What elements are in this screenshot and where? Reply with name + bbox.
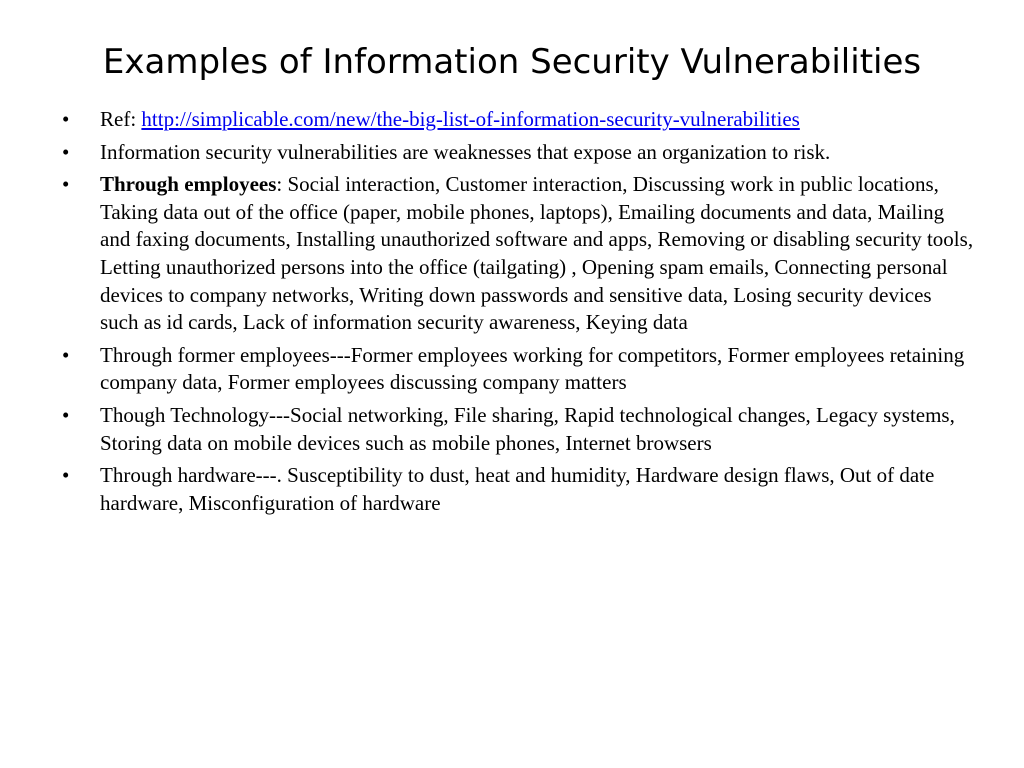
bullet-icon: •: [62, 463, 70, 488]
bullet-icon: •: [62, 342, 70, 367]
bullet-icon: •: [62, 402, 70, 427]
bullet-employees: [62, 171, 974, 337]
bullet-text: : Social interaction, Customer interaction, Discussing work in public locations, Taking data out of the office (paper, mobile phones, laptops), Emailing documents and data, Mailing and faxing documents, Installing unauthorized software and apps, Removing or disabling security tools, Letting unauthorized persons into the office (tailgating) , Opening spam emails, Connecting personal devices to company networks, Writing down passwords and sensitive data, Losing security devices such as id cards, Lack of information security awareness, Keying data: [100, 172, 974, 335]
slide-title: Examples of Information Security Vulnerabilities: [102, 42, 922, 82]
bullet-icon: •: [62, 172, 70, 197]
bullet-definition: [62, 139, 974, 167]
bullet-list: [62, 106, 974, 522]
bullet-text: Information security vulnerabilities are weaknesses that expose an organization to risk.: [100, 139, 831, 164]
bullet-former-employees: [62, 342, 974, 397]
reference-label: Ref:: [100, 107, 142, 131]
bullet-text: Through hardware---. Susceptibility to dust, heat and humidity, Hardware design flaws, Out of date hardware, Misconfiguration of hardware: [100, 463, 935, 515]
bullet-technology: [62, 402, 974, 457]
bullet-text: Through former employees---Former employees working for competitors, Former employees retaining company data, Former employees discussing company matters: [100, 342, 965, 395]
bullet-icon: •: [62, 107, 70, 131]
bullet-hardware: [62, 462, 974, 517]
bullet-heading: Through employees: [100, 172, 277, 197]
bullet-reference: [62, 106, 974, 134]
bullet-icon: •: [62, 139, 70, 164]
reference-link[interactable]: http://simplicable.com/new/the-big-list-of-information-security-vulnerabilities: [141, 107, 800, 131]
bullet-text: Though Technology---Social networking, File sharing, Rapid technological changes, Legacy systems, Storing data on mobile devices such as mobile phones, Internet browsers: [100, 402, 955, 455]
